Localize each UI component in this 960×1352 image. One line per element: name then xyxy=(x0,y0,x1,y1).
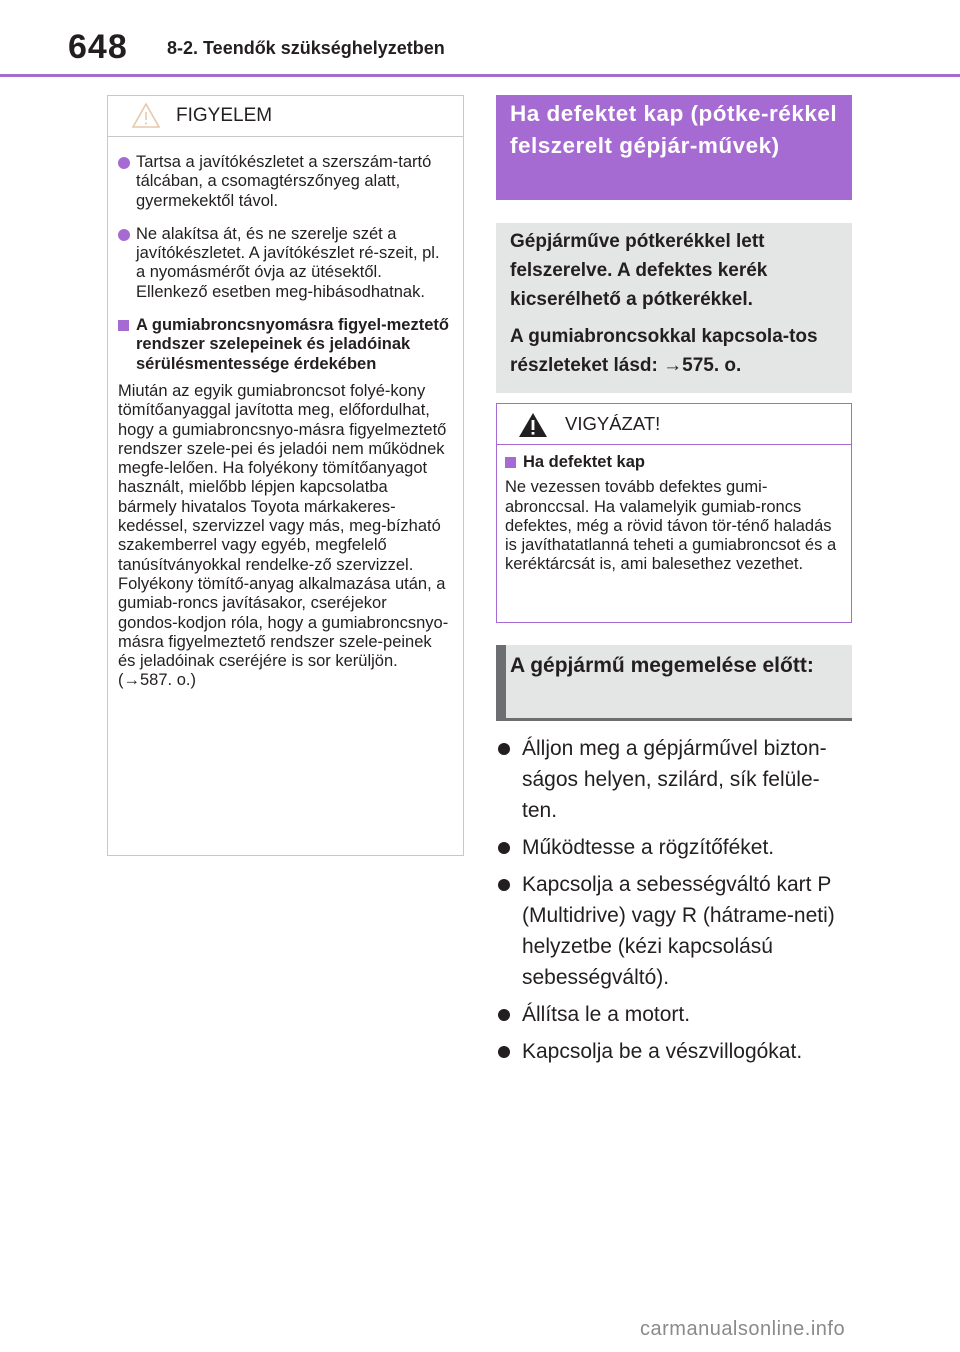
info-text: Gépjárműve pótkerékkel lett felszerelve. A defektes kerék kicserélhető a pótkerékkel. xyxy=(510,231,768,310)
bullet-dot-icon xyxy=(498,743,510,755)
step-text: Állítsa le a motort. xyxy=(522,1003,691,1026)
watermark: carmanualsonline.info xyxy=(640,1318,846,1340)
warning-bullet-text: Ne alakítsa át, és ne szerelje szét a javítókészletet. A javítókészlet ré-szeit, pl. a nyomásmérőt óvja az ütésektől. Ellenkező esetben meg-hibásodhatnak. xyxy=(136,224,440,301)
section-title: 8-2. Teendők szükséghelyzetben xyxy=(167,38,445,58)
warning-title: FIGYELEM xyxy=(176,105,273,126)
info-panel xyxy=(496,223,852,393)
caution-title: VIGYÁZAT! xyxy=(565,413,661,434)
subsection-heading: A gépjármű megemelése előtt: xyxy=(496,645,852,720)
square-bullet-icon xyxy=(118,320,129,331)
bullet-dot-icon xyxy=(498,842,510,854)
bullet-dot-icon xyxy=(118,157,130,169)
warning-outline-icon xyxy=(131,102,161,129)
list-item xyxy=(496,733,852,826)
caution-text: Ne vezessen tovább defektes gumi-abronccsal. Ha valamelyik gumiab-roncs defektes, még a rövid távon tör-ténő haladás is javíthatatlanná teheti a gumiabroncsot és a keréktárcsát is, ami balesethez vezethet. xyxy=(505,478,837,574)
caution-box xyxy=(496,403,852,623)
bullet-dot-icon xyxy=(498,1009,510,1021)
list-item xyxy=(496,869,852,993)
step-text: Kapcsolja be a vészvillogókat. xyxy=(522,1040,803,1063)
caution-header xyxy=(497,404,851,445)
warning-body xyxy=(108,137,463,691)
caution-subheading: Ha defektet kap xyxy=(523,453,645,471)
warning-subheading: A gumiabroncsnyomásra figyel-meztető rendszer szelepeinek és jeladóinak sérülésmentessége érdekében xyxy=(136,316,449,373)
step-text: Kapcsolja a sebességváltó kart P (Multidrive) vagy R (hátrame-neti) helyzetbe (kézi kapcsolású sebességváltó). xyxy=(522,873,835,989)
list-item xyxy=(496,999,852,1030)
warning-bullet xyxy=(118,225,449,302)
page-number: 648 xyxy=(68,28,128,66)
section-heading: Ha defektet kap (pótke-rékkel felszerelt gépjár-művek) xyxy=(496,95,852,200)
caution-subheading-row xyxy=(505,453,841,472)
list-item xyxy=(496,1036,852,1067)
header-rule xyxy=(0,74,960,77)
step-text: Álljon meg a gépjárművel bizton-ságos helyen, szilárd, sík felüle-ten. xyxy=(522,737,827,822)
warning-triangle-icon xyxy=(517,411,549,439)
warning-header xyxy=(108,96,463,137)
step-text: Működtesse a rögzítőféket. xyxy=(522,836,775,859)
square-bullet-icon xyxy=(505,457,516,468)
bullet-dot-icon xyxy=(118,229,130,241)
warning-bullet xyxy=(118,153,449,211)
bullet-dot-icon xyxy=(498,879,510,891)
info-text: A gumiabroncsokkal kapcsola-tos részleteket lásd: →575. o. xyxy=(510,326,818,376)
subsection-bar xyxy=(496,645,506,720)
warning-subheading-row xyxy=(118,316,449,374)
bullet-dot-icon xyxy=(498,1046,510,1058)
warning-box xyxy=(107,95,464,856)
steps-list xyxy=(496,733,852,1073)
warning-bullet-text: Tartsa a javítókészletet a szerszám-tartó tálcában, a csomagtérszőnyeg alatt, gyermekektől távol. xyxy=(136,153,432,210)
warning-paragraph: Miután az egyik gumiabroncsot folyé-kony tömítőanyaggal javította meg, előfordulhat, hogy a gumiabroncsnyo-másra figyelmeztető rendszer szele-pei és jeladói nem működnek megfe-lelően. Ha folyékony tömítőanyagot használt, mielőbb lépjen kapcsolatba bármely hivatalos Toyota márkakeres-kedéssel, szervizzel vagy más, meg-bízható szakemberrel vagy egyéb, megfelelő tanúsítványokkal rendelke-ző szervizzel. Folyékony tömítő-anyag alkalmazása után, a gumiab-roncs javításakor, cseréjekor gondos-kodjon róla, hogy a gumiabroncsnyo-másra figyelmeztető rendszer szele-peinek és jeladóinak cseréjére is sor kerüljön. (→587. o.) xyxy=(118,381,449,690)
caution-body xyxy=(497,445,851,575)
list-item xyxy=(496,832,852,863)
page-header xyxy=(0,0,960,80)
subsection-rule xyxy=(496,718,852,721)
